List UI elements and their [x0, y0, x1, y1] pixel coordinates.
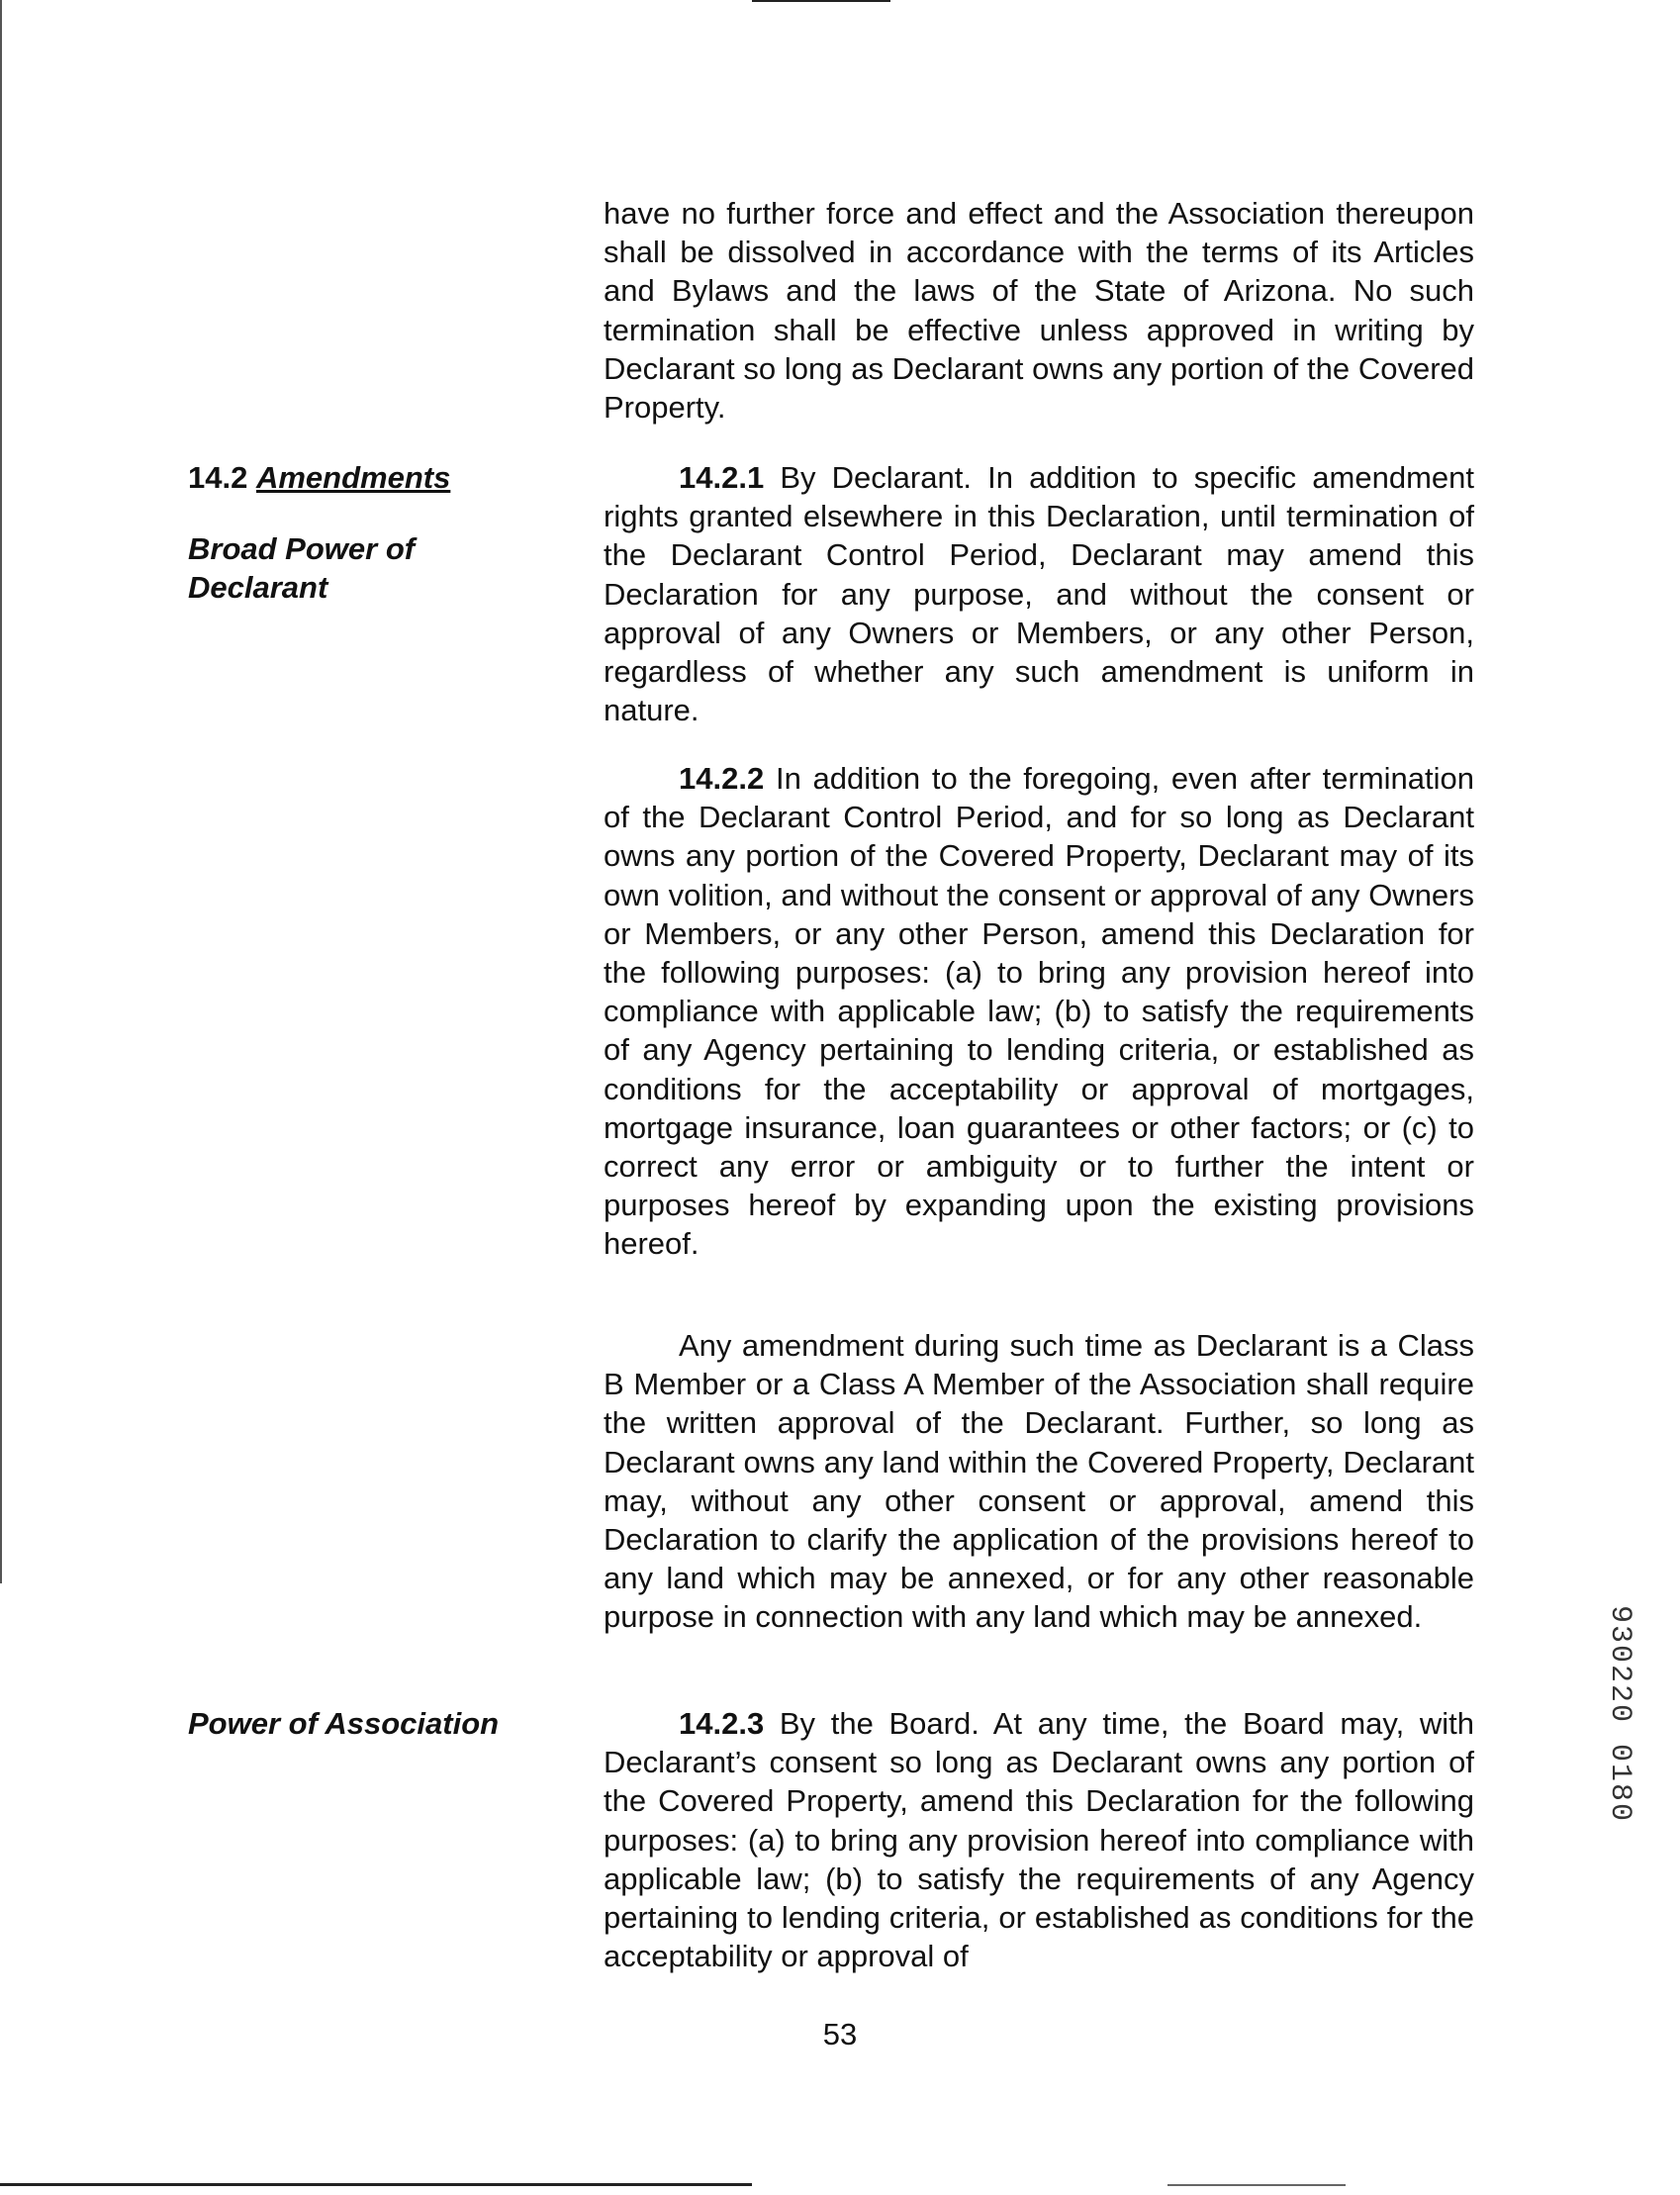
section-title: Amendments	[255, 460, 451, 495]
continuation-paragraph: have no further force and effect and the Association thereupon shall be dissolved in accordance with the terms of its Articles and Bylaws and the laws of the State of Arizona. No such termination shall be effective unless approved in writing by Declarant so long as Declarant owns any portion of the Covered Property.	[604, 196, 1474, 426]
paragraph-number: 14.2.2	[679, 761, 765, 796]
paragraph-14-2-2	[604, 759, 1474, 1264]
sidebar-power-association: Power of Association	[188, 1706, 500, 1741]
paragraph-any-amendment: Any amendment during such time as Declarant is a Class B Member or a Class A Member of the Association shall require the written approval of the Declarant. Further, so long as Declarant owns any land within the Covered Property, Declarant may, without any other consent or approval, amend this Declaration to clarify the application of the provisions hereof to any land which may be annexed, or for any other reasonable purpose in connection with any land which may be annexed.	[604, 1328, 1474, 1635]
sidebar-broad-power: Broad Power of Declarant	[188, 531, 416, 605]
paragraph-number: 14.2.3	[679, 1706, 765, 1741]
left-edge-line	[0, 0, 2, 1583]
bottom-rule-right	[1167, 2184, 1346, 2186]
paragraph-number: 14.2.1	[679, 460, 765, 495]
section-number: 14.2	[188, 460, 248, 495]
paragraph-14-2-1	[604, 458, 1474, 729]
recording-stamp: 930220 0180	[1603, 1605, 1636, 1824]
paragraph-14-2-3	[604, 1704, 1474, 1975]
top-scan-mark	[752, 0, 890, 2]
section-heading-amendments	[188, 458, 450, 497]
bottom-rule	[0, 2183, 752, 2186]
paragraph-text: In addition to the foregoing, even after termination of the Declarant Control Period, and for so long as Declarant owns any portion of the Covered Property, Declarant may of its own volition, and without the consent or approval of any Owners or Members, or any other Person, amend this Declaration for the following purposes: (a) to bring any provision hereof into compliance with applicable law; (b) to satisfy the requirements of any Agency pertaining to lending criteria, or established as conditions for the acceptability or approval of mortgages, mortgage insurance, loan guarantees or other factors; or (c) to correct any error or ambiguity or to further the intent or purposes hereof by expanding upon the existing provisions hereof.	[604, 761, 1474, 1262]
paragraph-text: By Declarant. In addition to specific amendment rights granted elsewhere in this Declaration, until termination of the Declarant Control Period, Declarant may amend this Declaration for any purpose, and without the consent or approval of any Owners or Members, or any other Person, regardless of whether any such amendment is uniform in nature.	[604, 460, 1474, 728]
paragraph-text: By the Board. At any time, the Board may, with Declarant’s consent so long as Declarant owns any portion of the Covered Property, amend this Declaration for the following purposes: (a) to bring any provision hereof into compliance with applicable law; (b) to satisfy the requirements of any Agency pertaining to lending criteria, or established as conditions for the acceptability or approval of	[604, 1706, 1474, 1974]
page-number: 53	[822, 2017, 858, 2052]
